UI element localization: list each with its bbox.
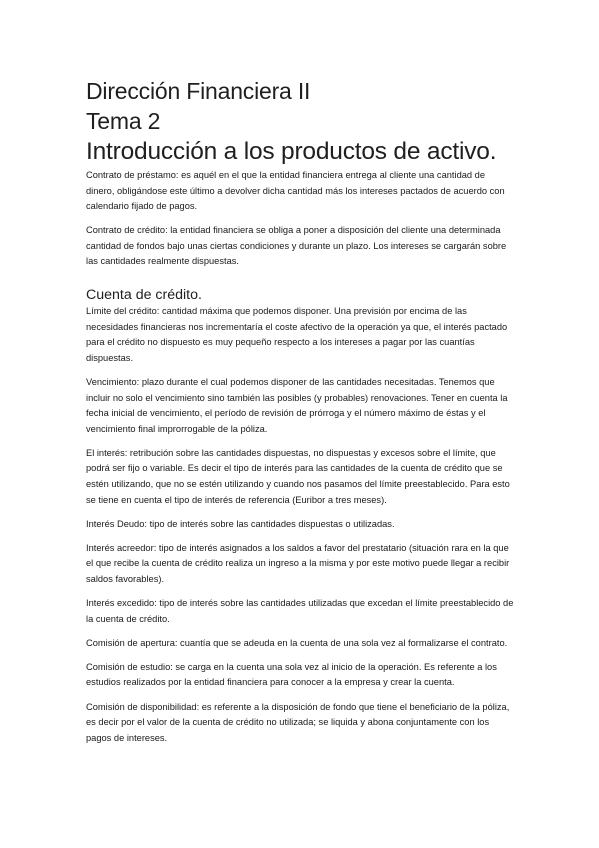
title-line-topic: Tema 2 (86, 108, 161, 134)
paragraph-comision-disponibilidad: Comisión de disponibilidad: es referente a la disposición de fondo que tiene el beneficiario de la póliza, es decir por el valor de la cuenta de crédito no utilizada; se liquida y abona conjuntamente con los pagos de intereses. (86, 701, 510, 743)
paragraph-interes-acreedor: Interés acreedor: tipo de interés asignados a los saldos a favor del prestatario (situación rara en la que el que recibe la cuenta de crédito realiza un ingreso a la misma y por este motivo puede llegar a recibir saldos favorables). (86, 542, 510, 584)
paragraph-interes-deudo: Interés Deudo: tipo de interés sobre las cantidades dispuestas o utilizadas. (86, 518, 395, 529)
paragraph-interes: El interés: retribución sobre las cantidades dispuestas, no dispuestas y excesos sobre el límite, que podrá ser fijo o variable. Es decir el tipo de interés para las cantidades de la cuenta de crédito que se estén utilizando, que no se estén utilizando y cuando nos pasamos del límite preestablecido. Para esto se tiene en cuenta el tipo de interés de referencia (Euribor a tres meses). (86, 447, 510, 505)
paragraph-vencimiento: Vencimiento: plazo durante el cual podemos disponer de las cantidades necesitadas. Tenemos que incluir no solo el vencimiento sino también las posibles (y probables) renovaciones. Tener en cuenta la fecha inicial de vencimiento, el período de revisión de prórroga y el número máximo de éstas y el vencimiento final improrrogable de la póliza. (86, 376, 508, 434)
paragraph-comision-apertura: Comisión de apertura: cuantía que se adeuda en la cuenta de una sola vez al formalizarse el contrato. (86, 637, 508, 648)
section-heading-cuenta-credito: Cuenta de crédito. (86, 287, 202, 304)
document-title (86, 76, 516, 168)
paragraph-limite-credito: Límite del crédito: cantidad máxima que podemos disponer. Una previsión por encima de las necesidades financieras nos incrementaría el coste afectivo de la operación ya que, el interés pactado para el crédito no dispuesto es muy pequeño respecto a los intereses a pagar por las cuantías dispuestas. (86, 306, 508, 363)
title-line-subject: Introducción a los productos de activo. (86, 138, 497, 165)
paragraph-contrato-prestamo: Contrato de préstamo: es aquél en el que la entidad financiera entrega al cliente una cantidad de dinero, obligándose este último a devolver dicha cantidad más los intereses pactados de acuerdo con calendario fijado de pagos. (86, 170, 505, 212)
paragraph-comision-estudio: Comisión de estudio: se carga en la cuenta una sola vez al inicio de la operación. Es referente a los estudios realizados por la entidad financiera para conocer a la empresa y crear la cuenta. (86, 661, 497, 688)
paragraph-contrato-credito: Contrato de crédito: la entidad financiera se obliga a poner a disposición del cliente una determinada cantidad de fondos bajo unas ciertas condiciones y durante un plazo. Los intereses se cargarán sobre las cantidades realmente dispuestas. (86, 225, 507, 267)
document-page (86, 76, 516, 746)
title-line-course: Dirección Financiera II (86, 78, 311, 104)
paragraph-interes-excedido: Interés excedido: tipo de interés sobre las cantidades utilizadas que excedan el límite preestablecido de la cuenta de crédito. (86, 598, 514, 624)
